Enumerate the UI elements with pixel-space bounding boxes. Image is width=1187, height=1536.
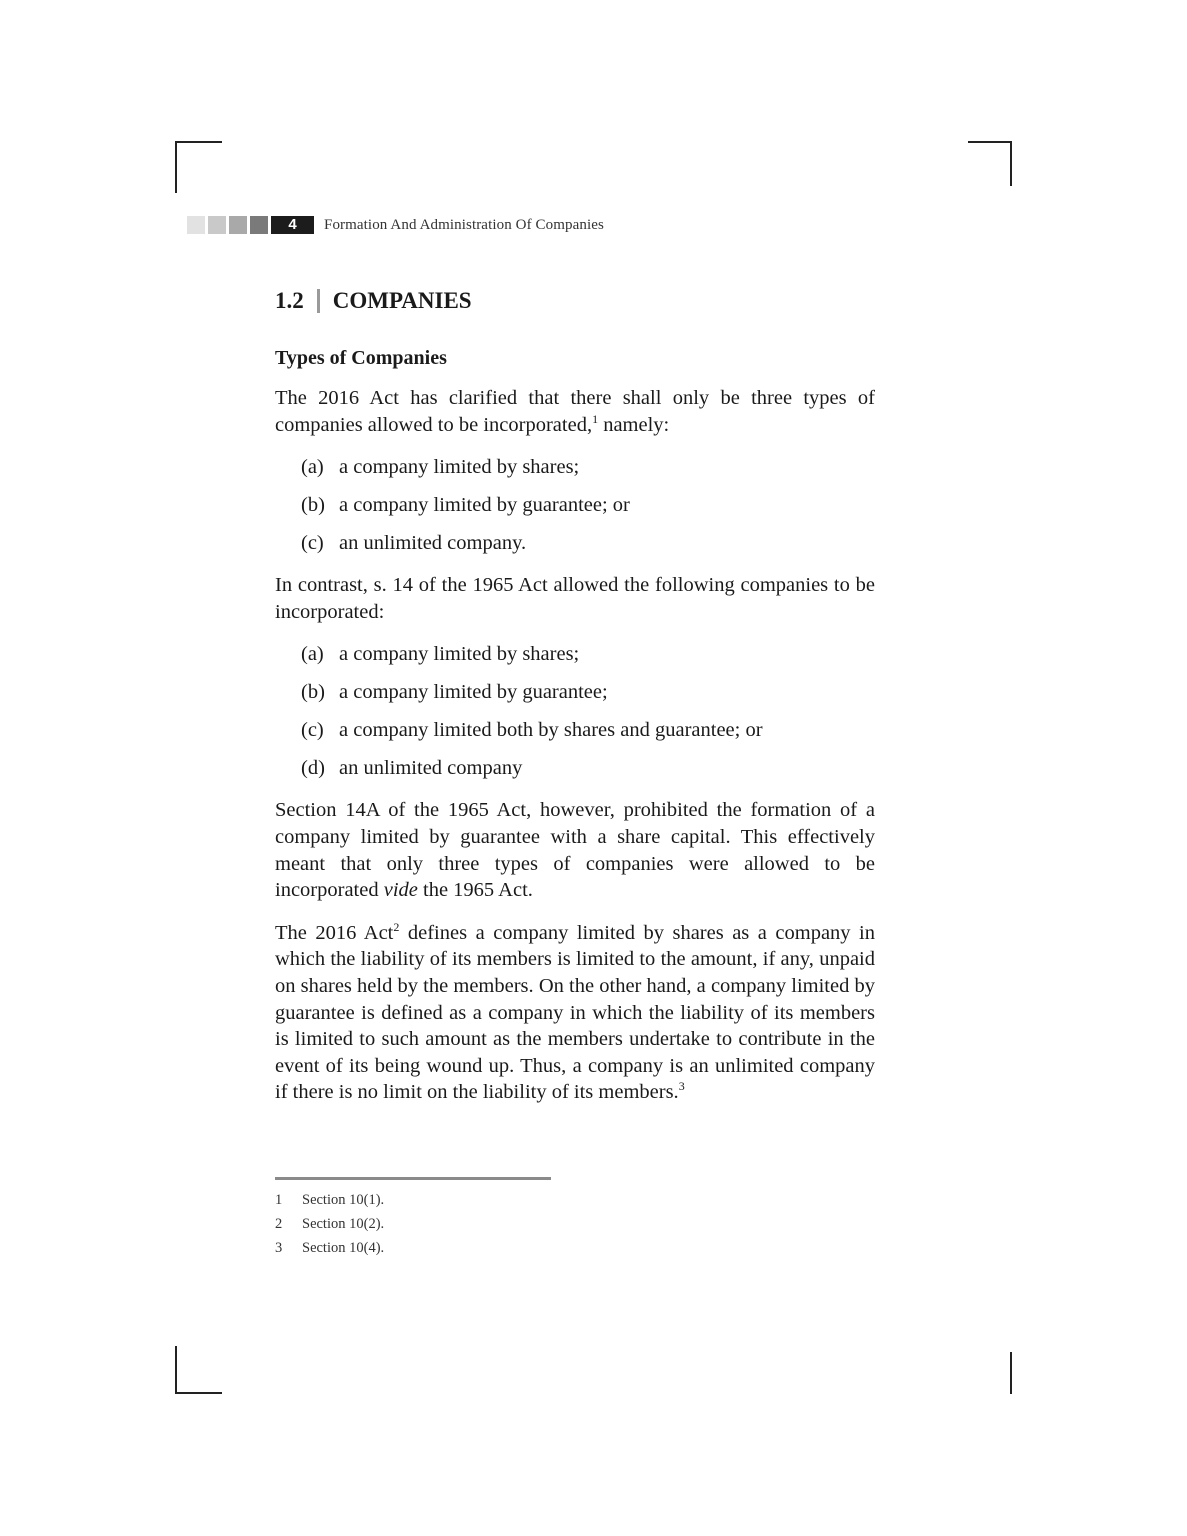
footnote-number: 1 [275,1192,283,1208]
list-text: a company limited by shares; [339,643,580,666]
list-marker: (a) [301,643,324,666]
crop-mark-top-left-v [175,141,177,193]
crop-mark-top-left-h [175,141,222,143]
header-shade-box [250,216,268,234]
crop-mark-bottom-left-h [175,1392,222,1394]
list-text: an unlimited company. [339,532,527,555]
list-marker: (c) [301,719,324,742]
list-2016-types [275,454,875,556]
section-separator [317,289,320,313]
list-text: an unlimited company [339,757,523,780]
paragraph-4 [275,920,875,1106]
paragraph-3 [275,797,875,903]
list-item [301,530,875,556]
list-marker: (b) [301,494,325,517]
footnote-number: 3 [275,1240,283,1256]
list-text: a company limited by shares; [339,456,580,479]
list-marker: (b) [301,681,325,704]
list-1965-types [275,641,875,781]
footnote [275,1236,384,1260]
footnote-text: Section 10(2). [302,1216,385,1232]
list-marker: (a) [301,456,324,479]
paragraph-2: In contrast, s. 14 of the 1965 Act allowed the following companies to be incorporated: [275,574,875,623]
running-title: Formation And Administration Of Companies [324,216,604,233]
paragraph-4-lead: The 2016 Act [275,921,394,944]
list-item [301,492,875,518]
footnote-ref-2: 2 [393,919,400,934]
paragraph-3-text: Section 14A of the 1965 Act, however, prohibited the formation of a company limited by guarantee with a share capital. This effectively meant that only three types of companies were allowed to be incorporated [275,799,875,902]
main-content [275,284,875,1122]
footnote-number: 2 [275,1216,283,1232]
list-text: a company limited both by shares and guarantee; or [339,719,763,742]
crop-mark-bottom-left-v [175,1346,177,1394]
list-item [301,717,875,743]
list-text: a company limited by guarantee; [339,681,608,704]
footnotes [275,1188,384,1260]
header-shade-box [187,216,205,234]
paragraph-1-text: The 2016 Act has clarified that there shall only be three types of companies allowed to be incorporated, [275,387,875,436]
paragraph-1 [275,385,875,438]
section-title: COMPANIES [332,288,472,313]
footnote-text: Section 10(4). [302,1240,385,1256]
footnote-text: Section 10(1). [302,1192,385,1208]
list-marker: (d) [301,757,325,780]
header-shade-box [208,216,226,234]
list-item [301,755,875,781]
paragraph-3-italic: vide [383,879,418,902]
paragraph-3-end: the 1965 Act. [417,879,533,902]
footnote-ref-3: 3 [678,1079,685,1094]
crop-mark-top-right-h [968,141,1012,143]
paragraph-1-tail: namely: [598,413,670,436]
section-heading [275,284,875,318]
page-number: 4 [271,216,314,234]
sub-heading: Types of Companies [275,347,447,369]
header-shade-box [229,216,247,234]
section-number: 1.2 [275,288,304,313]
footnote [275,1188,384,1212]
footnote-ref-1: 1 [592,411,599,426]
footnote [275,1212,384,1236]
crop-mark-bottom-right-v [1010,1352,1012,1394]
footnote-rule [275,1177,551,1180]
list-marker: (c) [301,532,324,555]
list-item [301,641,875,667]
crop-mark-top-right-v [1010,141,1012,186]
list-item [301,679,875,705]
list-text: a company limited by guarantee; or [339,494,630,517]
paragraph-4-body: defines a company limited by shares as a company in which the liability of its members is limited to the amount, if any, unpaid on shares held by the members. On the other hand, a company limited by guarantee is defined as a company in which the liability of its members is limited to such amount as the members undertake to contribute in the event of its being wound up. Thus, a company is an unlimited company if there is no limit on the liability of its members. [275,921,876,1104]
running-header [187,215,604,235]
list-item [301,454,875,480]
